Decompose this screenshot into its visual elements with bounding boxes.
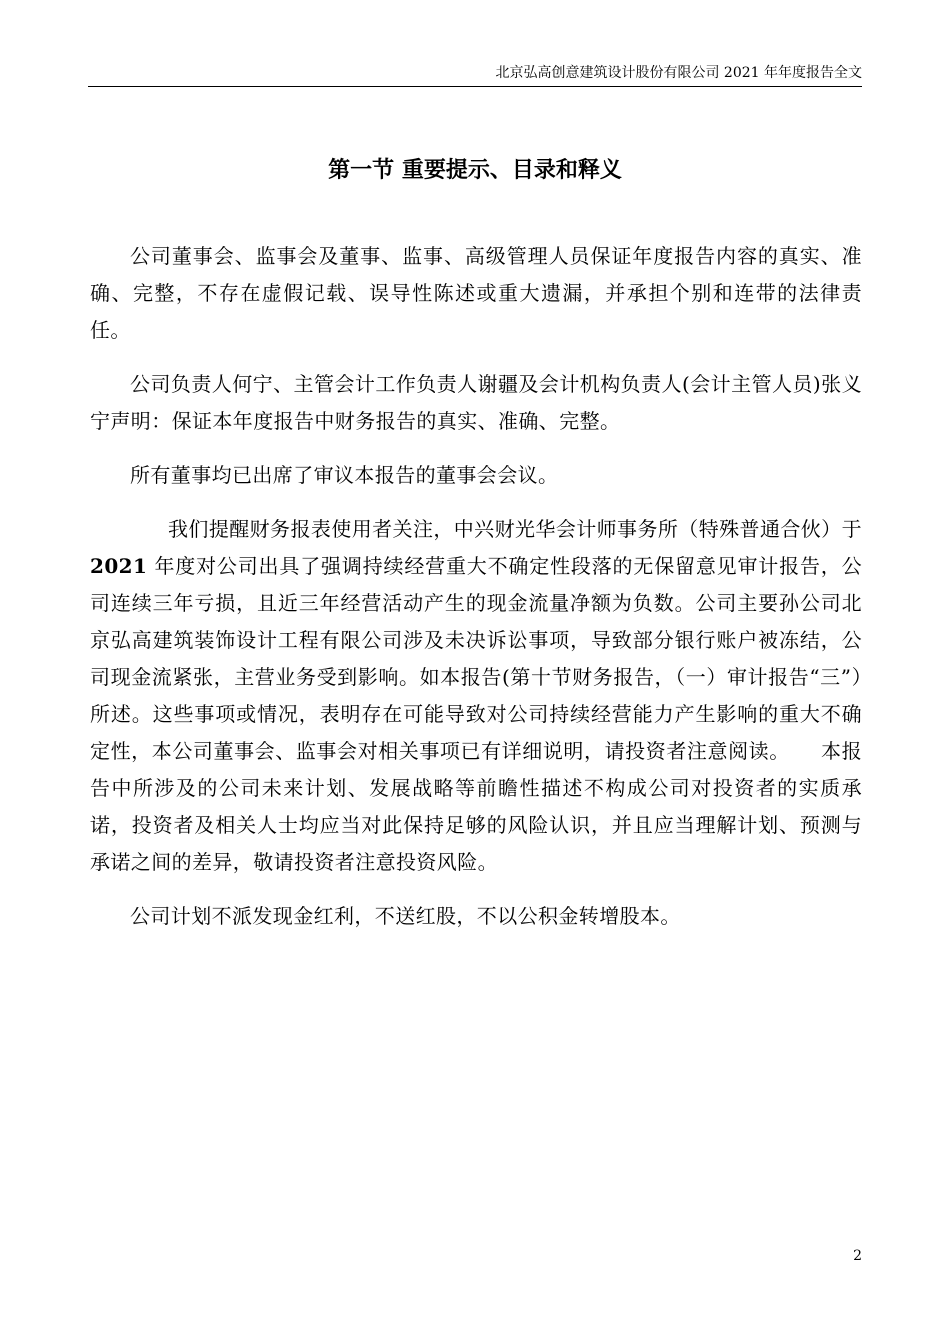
document-body [90, 238, 862, 935]
board-attendance-paragraph: 所有董事均已出席了审议本报告的董事会会议。 [130, 463, 559, 487]
audit-emphasis-paragraph [90, 511, 862, 881]
section-title: 第一节 重要提示、目录和释义 [328, 158, 622, 183]
responsibility-statement-paragraph: 公司董事会、监事会及董事、监事、高级管理人员保证年度报告内容的真实、准确、完整，不存在虚假记载、误导性陈述或重大遗漏，并承担个别和连带的法律责任。 [90, 244, 862, 342]
audit-emphasis-text-start: 我们提醒财务报表使用者关注，中兴财光华会计师事务所（特殊普通合伙）于 [168, 517, 862, 541]
page-number: 2 [853, 1248, 862, 1264]
running-header: 北京弘高创意建筑设计股份有限公司 2021 年年度报告全文 [495, 65, 862, 81]
officer-declaration-paragraph: 公司负责人何宁、主管会计工作负责人谢疆及会计机构负责人(会计主管人员)张义宁声明：保证本年度报告中财务报告的真实、准确、完整。 [90, 372, 862, 433]
audit-emphasis-text-end: 年度对公司出具了强调持续经营重大不确定性段落的无保留意见审计报告，公司连续三年亏损，且近三年经营活动产生的现金流量净额为负数。公司主要孙公司北京弘高建筑装饰设计工程有限公司涉及未决诉讼事项，导致部分银行账户被冻结，公司现金流紧张，主营业务受到影响。如本报告(第十节财务报告，（一）审计报告“三”）所述。这些事项或情况，表明存在可能导致对公司持续经营能力产生影响的重大不确定性，本公司董事会、监事会对相关事项已有详细说明，请投资者注意阅读。 本报告中所涉及的公司未来计划、发展战略等前瞻性描述不构成公司对投资者的实质承诺，投资者及相关人士均应当对此保持足够的风险认识，并且应当理解计划、预测与承诺之间的差异，敬请投资者注意投资风险。 [90, 554, 862, 874]
header-divider [88, 86, 862, 87]
dividend-plan-paragraph: 公司计划不派发现金红利，不送红股，不以公积金转增股本。 [130, 904, 681, 928]
audit-year: 2021 [90, 554, 148, 578]
